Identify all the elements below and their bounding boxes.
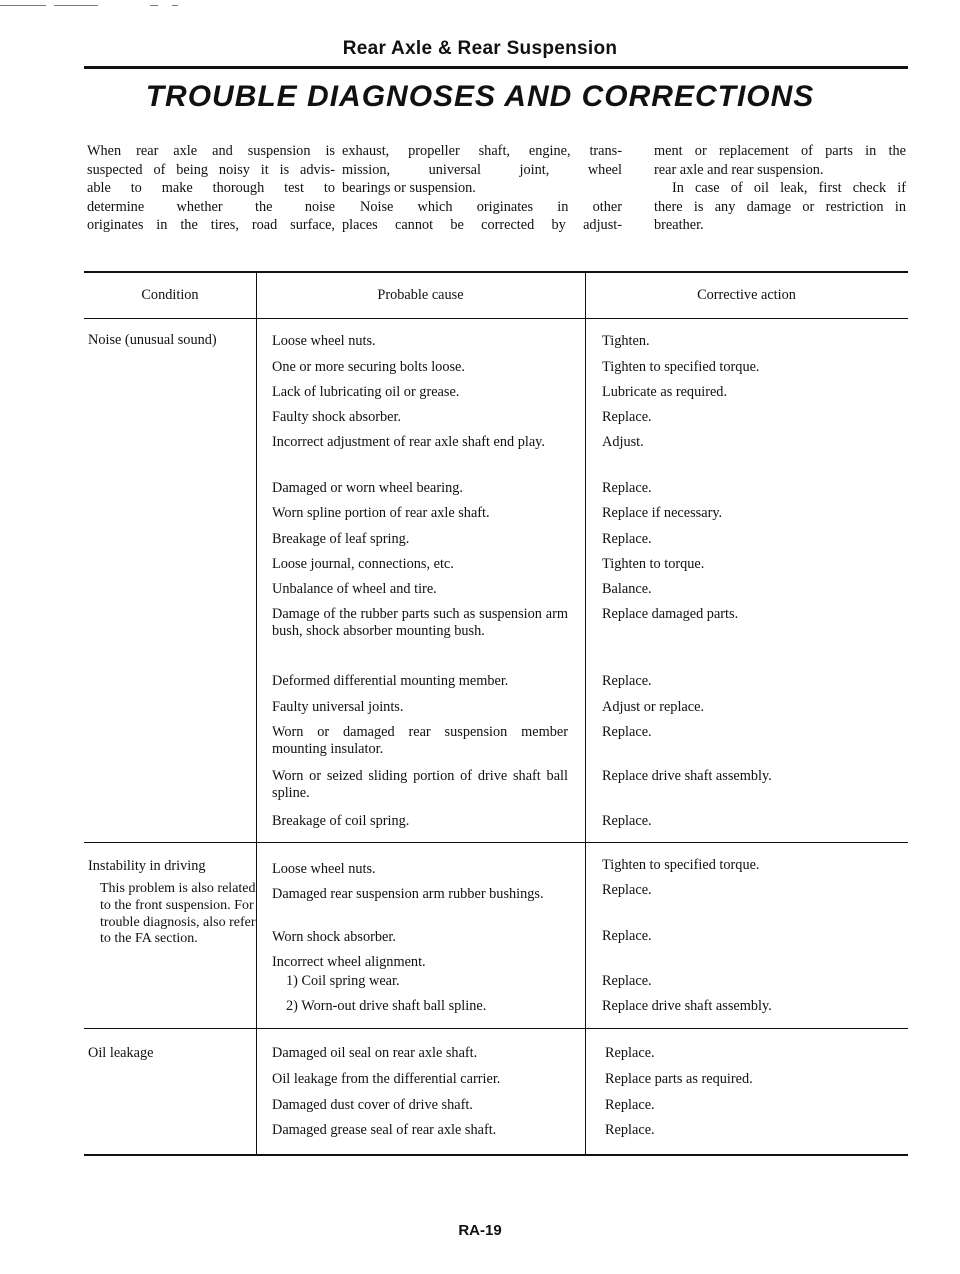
header-probable-cause: Probable cause xyxy=(377,287,464,303)
cause-cell: Damage of the rubber parts such as suspension arm bush, shock absorber mounting bush. xyxy=(272,606,568,639)
intro-line: breather. xyxy=(654,217,704,234)
cause-cell: Damaged rear suspension arm rubber bushings. xyxy=(272,886,544,902)
action-cell: Replace. xyxy=(605,1045,655,1061)
table-section-rule xyxy=(84,842,908,843)
action-cell: Tighten to specified torque. xyxy=(602,857,760,873)
condition-note: This problem is also related to the front suspension. For trouble diagnosis, also refer to the FA section. xyxy=(100,881,256,947)
intro-line: rear axle and rear suspension. xyxy=(654,161,824,178)
intro-column-3 xyxy=(654,142,906,235)
intro-line: suspected of being noisy it is advis- xyxy=(87,161,335,178)
intro-line: bearings or suspension. xyxy=(342,180,476,197)
action-cell: Balance. xyxy=(602,581,652,597)
intro-column-1 xyxy=(87,142,335,235)
intro-line: places cannot be corrected by adjust- xyxy=(342,217,622,234)
cause-cell: Faulty shock absorber. xyxy=(272,409,402,425)
cause-cell: One or more securing bolts loose. xyxy=(272,359,465,375)
condition-label: Instability in driving xyxy=(88,858,206,874)
action-cell: Adjust. xyxy=(602,434,644,450)
header-corrective-action: Corrective action xyxy=(697,287,796,303)
intro-column-2 xyxy=(342,142,622,235)
cause-cell: Oil leakage from the differential carrier. xyxy=(272,1071,501,1087)
action-cell: Replace drive shaft assembly. xyxy=(602,768,772,784)
intro-line: When rear axle and suspension is xyxy=(87,143,335,159)
table-top-rule xyxy=(84,271,908,273)
page-title: TROUBLE DIAGNOSES AND CORRECTIONS xyxy=(145,80,815,113)
action-cell: Replace. xyxy=(602,531,652,547)
cause-cell: Damaged grease seal of rear axle shaft. xyxy=(272,1122,497,1138)
condition-instability xyxy=(88,858,256,948)
cause-cell: Deformed differential mounting member. xyxy=(272,673,509,689)
cause-cell: Damaged oil seal on rear axle shaft. xyxy=(272,1045,478,1061)
intro-line: Noise which originates in other xyxy=(360,198,622,215)
condition-oil-leakage: Oil leakage xyxy=(88,1045,154,1061)
intro-line: able to make thorough test to xyxy=(87,180,335,197)
cause-cell: Breakage of coil spring. xyxy=(272,813,410,829)
action-cell: Tighten to torque. xyxy=(602,556,705,572)
action-cell: Replace. xyxy=(602,973,652,989)
action-cell: Replace if necessary. xyxy=(602,505,723,521)
cause-cell: Worn spline portion of rear axle shaft. xyxy=(272,505,490,521)
cause-cell: Damaged dust cover of drive shaft. xyxy=(272,1097,473,1113)
cause-cell: Faulty universal joints. xyxy=(272,699,404,715)
intro-line: determine whether the noise xyxy=(87,198,335,215)
intro-line: exhaust, propeller shaft, engine, trans- xyxy=(342,143,622,159)
action-cell: Replace damaged parts. xyxy=(602,606,739,622)
action-cell: Replace. xyxy=(602,673,652,689)
column-divider xyxy=(256,272,257,1155)
intro-line: originates in the tires, road surface, xyxy=(87,217,335,234)
column-divider xyxy=(585,272,586,1155)
header-condition: Condition xyxy=(141,287,199,303)
action-cell: Replace drive shaft assembly. xyxy=(602,998,772,1014)
intro-line: mission, universal joint, wheel xyxy=(342,161,622,178)
action-cell: Replace. xyxy=(602,813,652,829)
scan-artifact xyxy=(0,0,200,10)
action-cell: Replace parts as required. xyxy=(605,1071,753,1087)
condition-noise: Noise (unusual sound) xyxy=(88,332,217,348)
cause-cell: Breakage of leaf spring. xyxy=(272,531,410,547)
action-cell: Replace. xyxy=(605,1122,655,1138)
table-section-rule xyxy=(84,1028,908,1029)
cause-cell: Worn shock absorber. xyxy=(272,929,396,945)
cause-cell: Loose wheel nuts. xyxy=(272,333,376,349)
table-bottom-rule xyxy=(84,1154,908,1156)
action-cell: Adjust or replace. xyxy=(602,699,705,715)
action-cell: Tighten to specified torque. xyxy=(602,359,760,375)
running-head: Rear Axle & Rear Suspension xyxy=(342,38,618,59)
action-cell: Tighten. xyxy=(602,333,650,349)
action-cell: Replace. xyxy=(602,928,652,944)
action-cell: Replace. xyxy=(602,480,652,496)
action-cell: Replace. xyxy=(602,724,652,740)
cause-cell: Worn or seized sliding portion of drive shaft ball spline. xyxy=(272,768,568,801)
cause-cell: Lack of lubricating oil or grease. xyxy=(272,384,460,400)
header-rule xyxy=(84,66,908,69)
intro-line: In case of oil leak, first check if xyxy=(672,180,906,197)
cause-cell: 2) Worn-out drive shaft ball spline. xyxy=(286,998,487,1014)
action-cell: Replace. xyxy=(602,882,652,898)
cause-cell: Damaged or worn wheel bearing. xyxy=(272,480,463,496)
intro-line: ment or replacement of parts in the xyxy=(654,143,906,159)
cause-cell: 1) Coil spring wear. xyxy=(286,973,400,989)
cause-cell: Incorrect wheel alignment. xyxy=(272,954,426,970)
cause-cell: Loose journal, connections, etc. xyxy=(272,556,454,572)
cause-cell: Unbalance of wheel and tire. xyxy=(272,581,437,597)
cause-cell: Incorrect adjustment of rear axle shaft end play. xyxy=(272,434,545,450)
action-cell: Replace. xyxy=(602,409,652,425)
intro-line: there is any damage or restriction in xyxy=(654,198,906,215)
table-header-rule xyxy=(84,318,908,319)
cause-cell: Loose wheel nuts. xyxy=(272,861,376,877)
action-cell: Lubricate as required. xyxy=(602,384,728,400)
page-number: RA-19 xyxy=(458,1222,502,1239)
action-cell: Replace. xyxy=(605,1097,655,1113)
cause-cell: Worn or damaged rear suspension member mounting insulator. xyxy=(272,724,568,757)
